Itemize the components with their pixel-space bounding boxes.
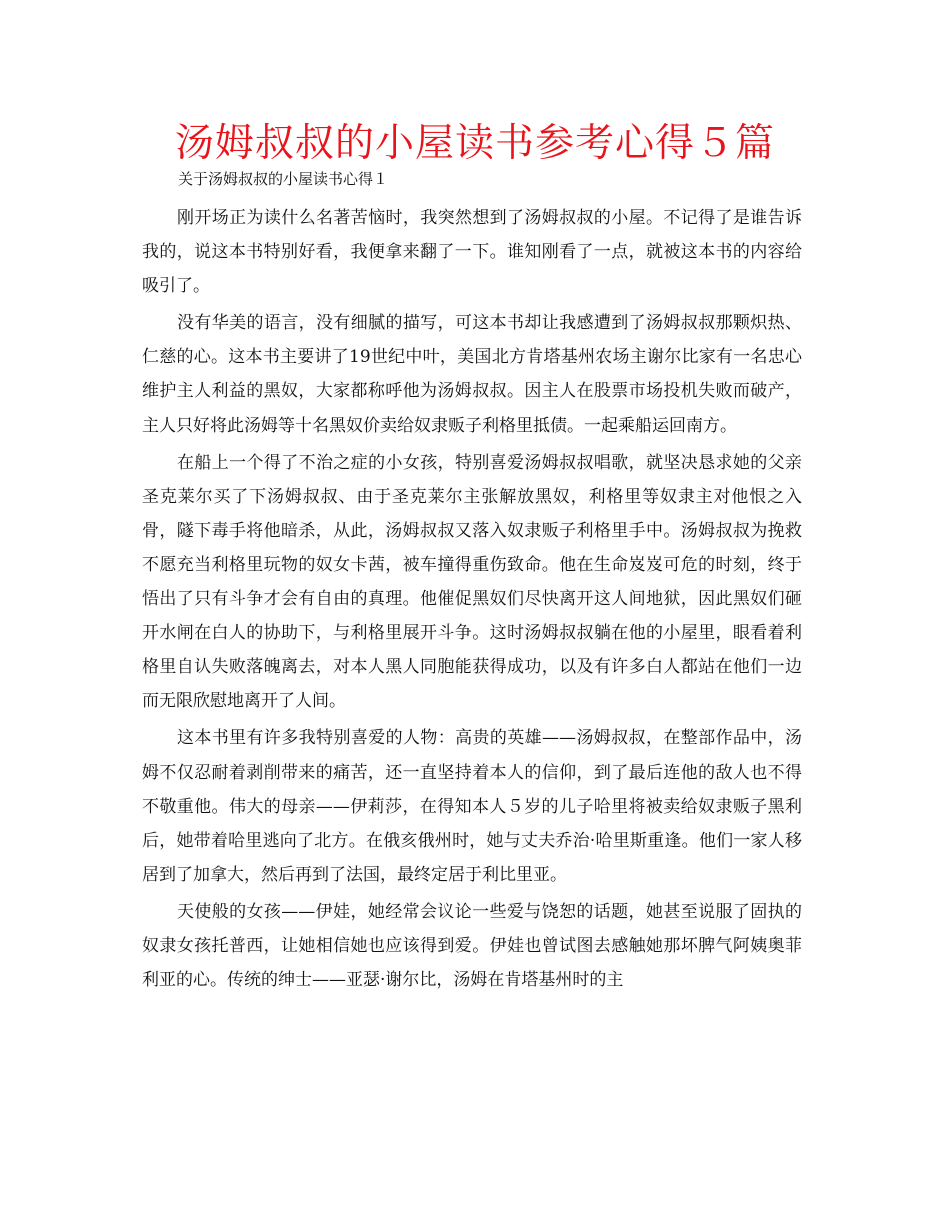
paragraph-2: 没有华美的语言，没有细腻的描写，可这本书却让我感遭到了汤姆叔叔那颗炽热、仁慈的心。这本书主要讲了19世纪中叶，美国北方肯塔基州农场主谢尔比家有一名忠心维护主人利益的黑奴，大家都称呼他为汤姆叔叔。因主人在股票市场投机失败而破产，主人只好将此汤姆等十名黑奴价卖给奴隶贩子利格里抵债。一起乘船运回南方。 — [142, 313, 802, 436]
paragraph-1: 刚开场正为读什么名著苦恼时，我突然想到了汤姆叔叔的小屋。不记得了是谁告诉我的，说这本书特别好看，我便拿来翻了一下。谁知刚看了一点，就被这本书的内容给吸引了。 — [142, 208, 802, 297]
document-title: 汤姆叔叔的小屋读书参考心得５篇 — [174, 121, 775, 166]
paragraph-3: 在船上一个得了不治之症的小女孩，特别喜爱汤姆叔叔唱歌，就坚决恳求她的父亲圣克莱尔买了下汤姆叔叔、由于圣克莱尔主张解放黑奴，利格里等奴隶主对他恨之入骨，隧下毒手将他暗杀，从此，汤姆叔叔又落入奴隶贩子利格里手中。汤姆叔叔为挽救不愿充当利格里玩物的奴女卡茜，被车撞得重伤致命。他在生命岌岌可危的时刻，终于悟出了只有斗争才会有自由的真理。他催促黑奴们尽快离开这人间地狱，因此黑奴们砸开水闸在白人的协助下，与利格里展开斗争。这时汤姆叔叔躺在他的小屋里，眼看着利格里自认失败落魄离去，对本人黑人同胞能获得成功，以及有许多白人都站在他们一边而无限欣慰地离开了人间。 — [142, 452, 802, 712]
document-body — [142, 168, 802, 1000]
paragraph-4: 这本书里有许多我特别喜爱的人物：高贵的英雄——汤姆叔叔，在整部作品中，汤姆不仅忍耐着剥削带来的痛苦，还一直坚持着本人的信仰，到了最后连他的敌人也不得不敬重他。伟大的母亲——伊莉莎，在得知本人５岁的儿子哈里将被卖给奴隶贩子黑利后，她带着哈里逃向了北方。在俄亥俄州时，她与丈夫乔治·哈里斯重逢。他们一家人移居到了加拿大，然后再到了法国，最终定居于利比里亚。 — [142, 728, 802, 885]
paragraph-5: 天使般的女孩——伊娃，她经常会议论一些爱与饶恕的话题，她甚至说服了固执的奴隶女孩托普西，让她相信她也应该得到爱。伊娃也曾试图去感触她那坏脾气阿姨奥菲利亚的心。传统的绅士——亚瑟·谢尔比，汤姆在肯塔基州时的主 — [142, 901, 802, 991]
essay-subheading: 关于汤姆叔叔的小屋读书心得１ — [178, 170, 389, 188]
